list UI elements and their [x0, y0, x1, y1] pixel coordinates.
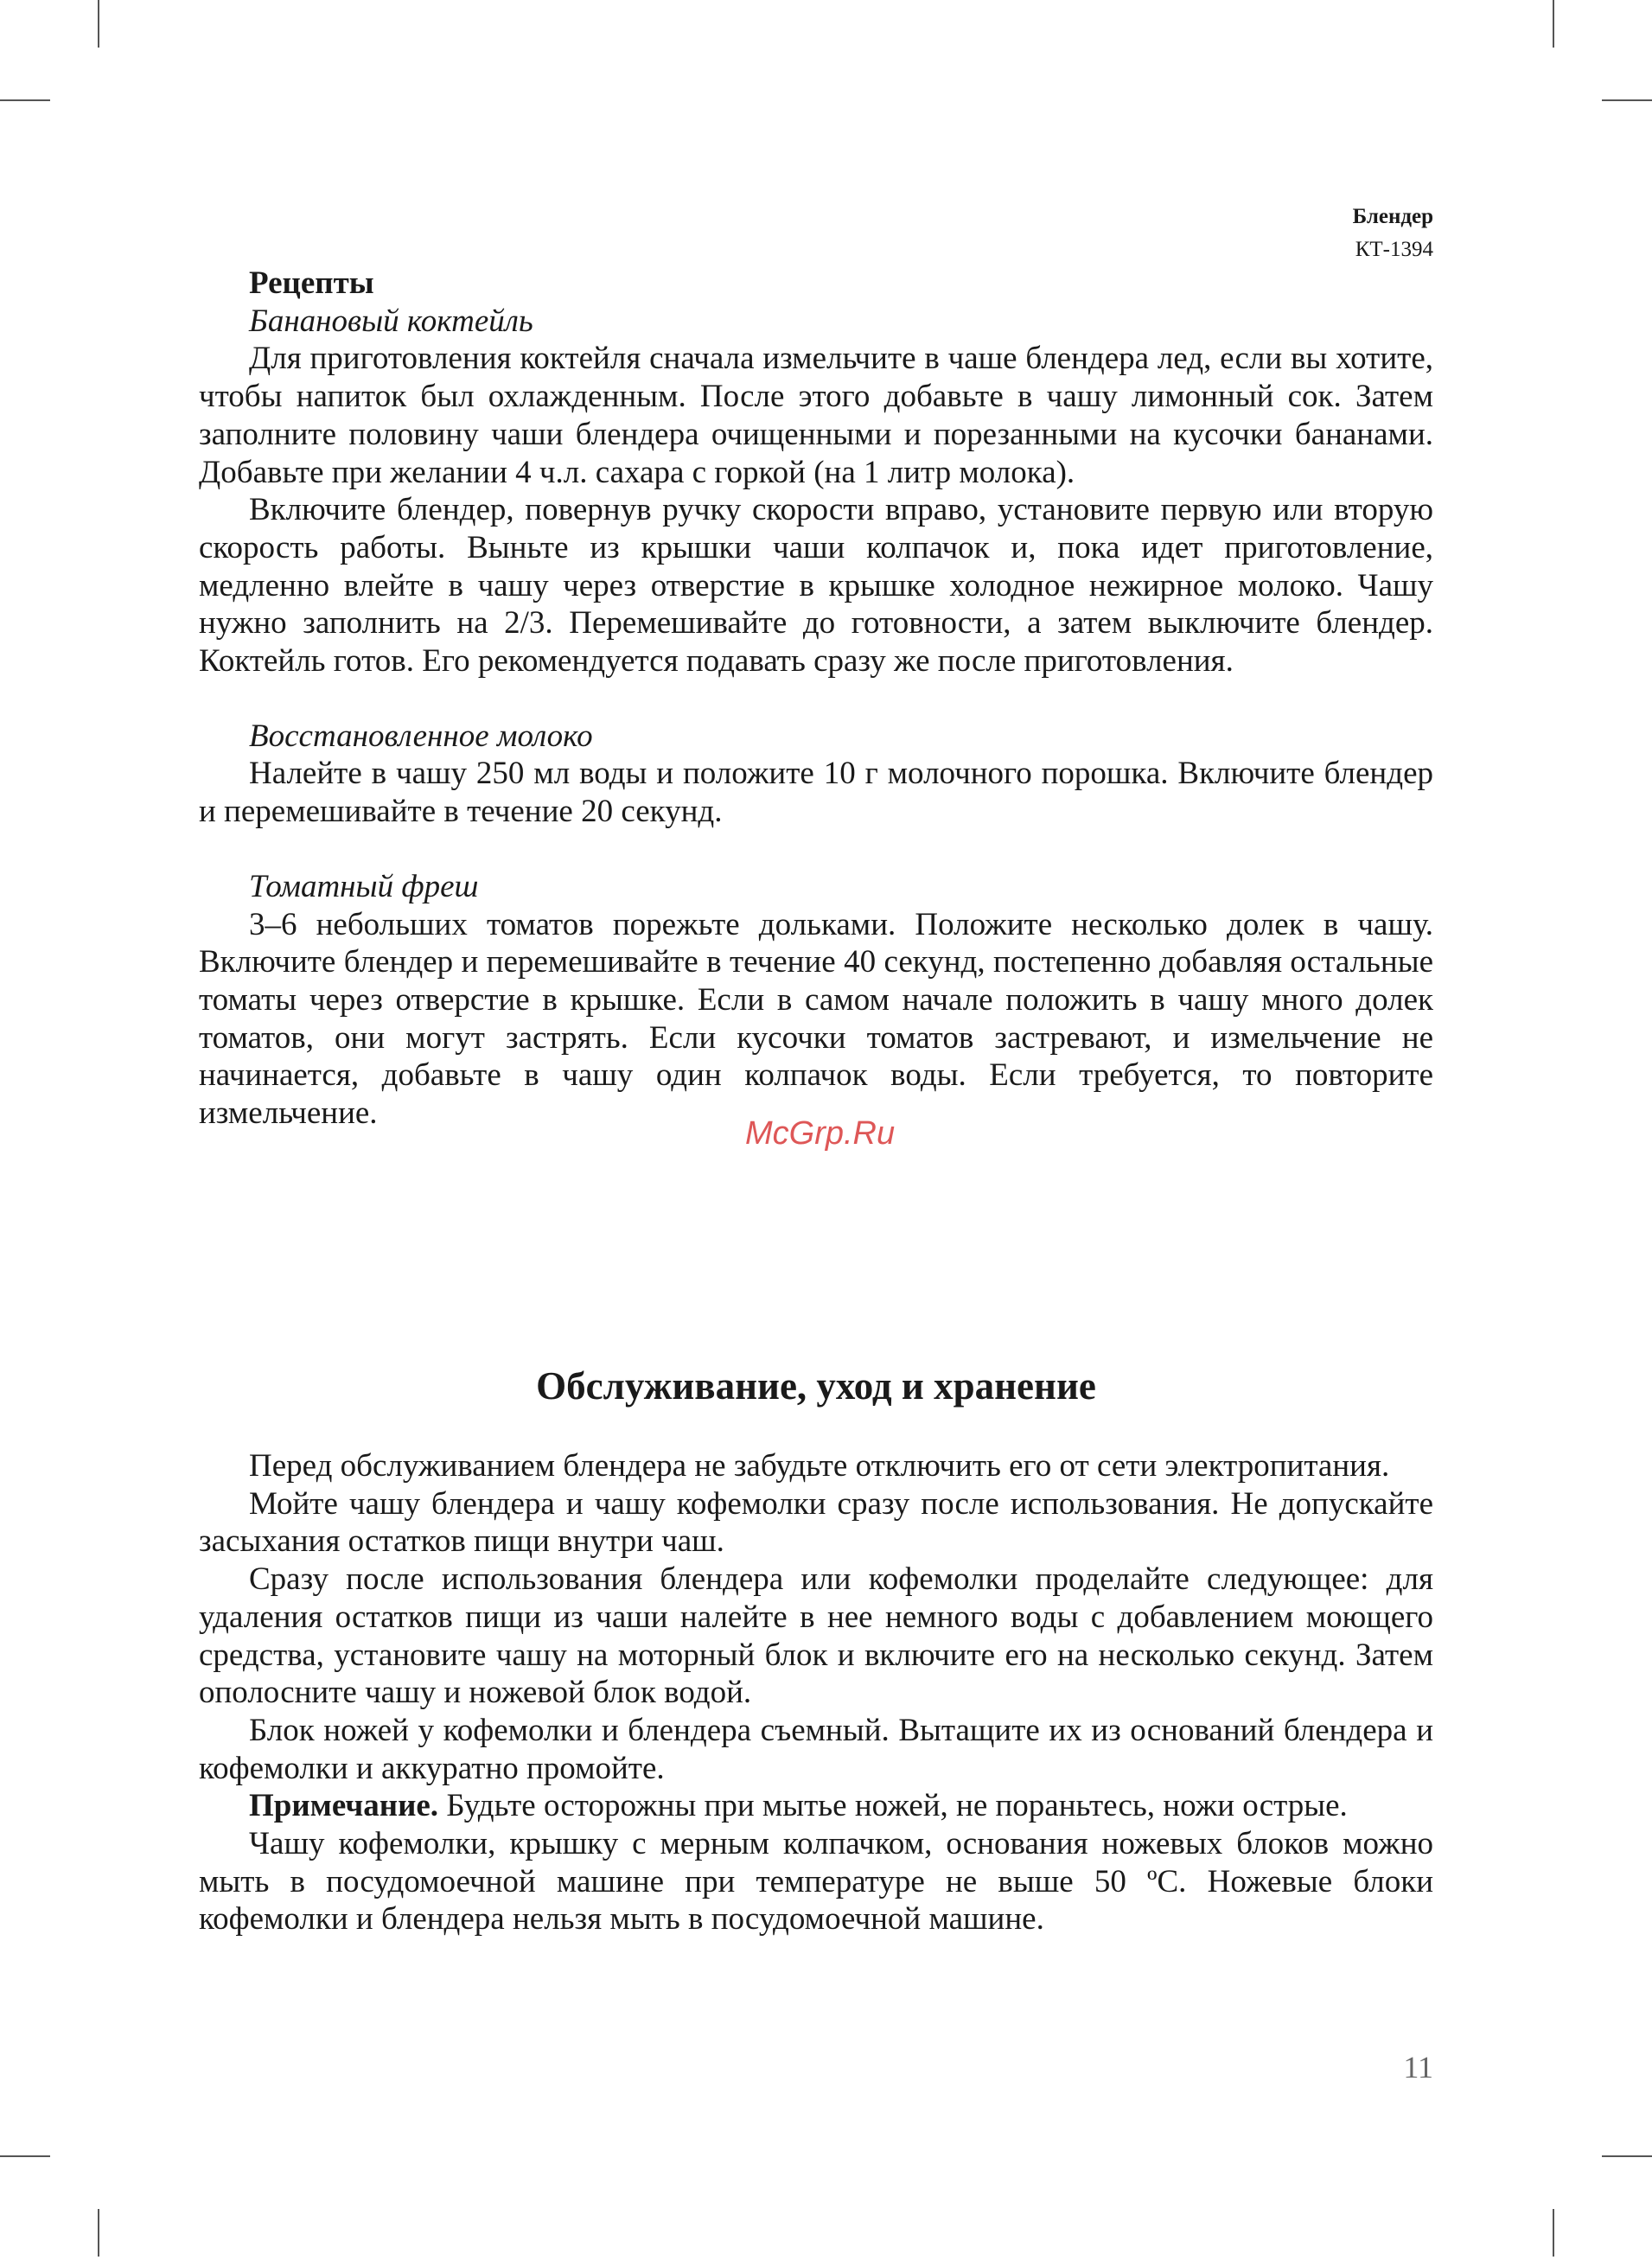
crop-mark	[98, 2209, 99, 2257]
maintenance-paragraph: Мойте чашу блендера и чашу кофемолки сразу после использования. Не допускайте засыхания остатков пищи внутри чаш.	[199, 1485, 1433, 1560]
crop-mark	[1553, 0, 1554, 48]
recipe-title: Банановый коктейль	[249, 303, 533, 339]
recipe-paragraph: 3–6 небольших томатов порежьте дольками. Положите несколько долек в чашу. Включите блендер и перемешивайте в течение 40 секунд, постепенно добавляя остальные томаты через отверстие в крышке. Если в самом начале положить в чашу много долек томатов, они могут застрять. Если кусочки томатов застревают, и измельчение не начинается, добавьте в чашу один колпачок воды. Если требуется, то повторите измельчение.	[199, 906, 1433, 1132]
maintenance-note	[199, 1787, 1433, 1825]
maintenance-section	[199, 1447, 1433, 1938]
recipe-title: Томатный фреш	[249, 868, 479, 904]
crop-mark	[1602, 99, 1652, 101]
crop-mark	[0, 2155, 50, 2157]
crop-mark	[1602, 2155, 1652, 2157]
note-label: Примечание.	[249, 1788, 439, 1824]
recipes-section	[199, 265, 1433, 1133]
page-number: 11	[1403, 2050, 1433, 2084]
maintenance-paragraph: Блок ножей у кофемолки и блендера съемный. Вытащите их из оснований блендера и кофемолки и аккуратно промойте.	[199, 1712, 1433, 1786]
crop-mark	[0, 99, 50, 101]
crop-mark	[98, 0, 99, 48]
maintenance-paragraph: Перед обслуживанием блендера не забудьте отключить его от сети электропитания.	[249, 1448, 1390, 1484]
header-title: Блендер	[1352, 205, 1433, 228]
section-title: Обслуживание, уход и хранение	[536, 1364, 1096, 1408]
recipe-paragraph: Для приготовления коктейля сначала измельчите в чаше блендера лед, если вы хотите, чтобы напиток был охлажденным. После этого добавьте в чашу лимонный сок. Затем заполните половину чаши блендера очищенными и порезанными на кусочки бананами. Добавьте при желании 4 ч.л. сахара с горкой (на 1 литр молока).	[199, 341, 1433, 490]
running-header	[1353, 201, 1433, 266]
maintenance-paragraph: Сразу после использования блендера или кофемолки проделайте следующее: для удаления остатков пищи из чаши налейте в нее немного воды с добавлением моющего средства, установите чашу на моторный блок и включите его на несколько секунд. Затем ополосните чашу и ножевой блок водой.	[199, 1561, 1433, 1711]
header-model: КТ-1394	[1355, 238, 1433, 261]
recipe-paragraph: Налейте в чашу 250 мл воды и положите 10 г молочного порошка. Включите блендер и перемешивайте в течение 20 секунд.	[199, 756, 1433, 830]
maintenance-paragraph: Чашу кофемолки, крышку с мерным колпачком, основания ножевых блоков можно мыть в посудомоечной машине при температуре не выше 50 ºС. Ножевые блоки кофемолки и блендера нельзя мыть в посудомоечной машине.	[199, 1826, 1433, 1938]
recipe-title: Восстановленное молоко	[249, 718, 593, 754]
watermark: McGrp.Ru	[745, 1115, 896, 1152]
recipes-heading: Рецепты	[249, 265, 374, 301]
crop-mark	[1553, 2209, 1554, 2257]
recipe-paragraph: Включите блендер, повернув ручку скорости вправо, установите первую или вторую скорость работы. Выньте из крышки чаши колпачок и, пока идет приготовление, медленно влейте в чашу через отверстие в крышке холодное нежирное молоко. Чашу нужно заполнить на 2/3. Перемешивайте до готовности, а затем выключите блендер. Коктейль готов. Его рекомендуется подавать сразу же после приготовления.	[199, 492, 1433, 680]
note-text: Будьте осторожны при мытье ножей, не пораньтесь, ножи острые.	[438, 1788, 1348, 1824]
